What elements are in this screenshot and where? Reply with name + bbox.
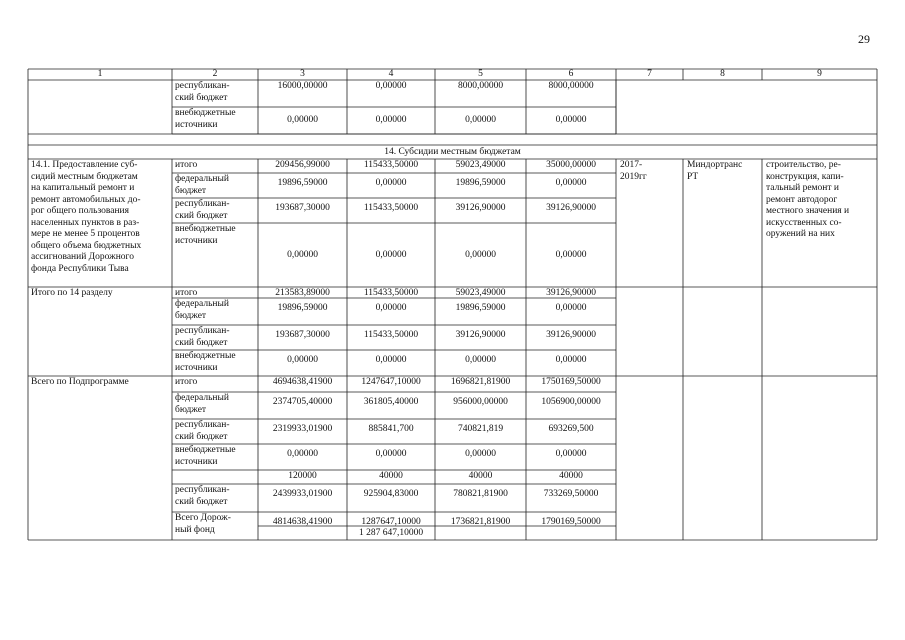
item-row-label: федеральный бюджет	[175, 174, 229, 196]
section-total-row-value: 39126,90000	[546, 330, 596, 340]
section-total-row-value: 19896,59000	[455, 303, 506, 313]
header-col-3: 3	[300, 69, 305, 79]
grand-total-row-value: 0,00000	[555, 449, 587, 459]
item-result: строительство, ре- конструкция, капи- тальный ремонт и ремонт автодорог местного значения и искусственных со- оружений на них	[766, 160, 850, 239]
section-total-row-label: федеральный бюджет	[175, 299, 229, 321]
grand-total-row-value: 1696821,81900	[450, 377, 511, 387]
item-row-value: 19896,59000	[455, 178, 506, 188]
grand-total-row-value: 2374705,40000	[272, 397, 333, 407]
grand-total-row-value: 956000,00000	[453, 397, 508, 407]
grand-total-row-value: 1790169,50000	[541, 517, 601, 527]
section-total-row-label: внебюджетные источники	[175, 351, 236, 373]
grand-total-extra-value: 1 287 647,10000	[358, 528, 424, 538]
top-row-label: республикан- ский бюджет	[175, 81, 230, 103]
grand-total-row-label: внебюджетные источники	[175, 445, 236, 467]
header-col-5: 5	[478, 69, 483, 79]
item-row-value: 39126,90000	[546, 203, 596, 213]
top-row-value: 0,00000	[375, 81, 407, 91]
grand-total-row-value: 40000	[379, 471, 403, 481]
section-total-row-value: 59023,49000	[455, 288, 506, 298]
grand-total-row-value: 885841,700	[368, 424, 414, 434]
header-col-7: 7	[647, 69, 652, 79]
item-period: 2017- 2019гг	[620, 160, 647, 182]
grand-total-row-value: 2439933,01900	[272, 489, 333, 499]
section-total-row-value: 0,00000	[287, 355, 318, 365]
section-total-row-value: 115433,50000	[363, 330, 419, 340]
header-col-9: 9	[817, 69, 822, 79]
section-total-row-value: 19896,59000	[277, 303, 328, 313]
item-row-label: внебюджетные источники	[175, 224, 236, 246]
grand-total-row-value: 4814638,41900	[272, 517, 333, 527]
grand-total-row-value: 2319933,01900	[272, 424, 333, 434]
top-row-value: 8000,00000	[457, 81, 504, 91]
item-row-label: итого	[175, 160, 198, 170]
section-title: 14. Субсидии местным бюджетам	[384, 147, 521, 157]
item-row-value: 115433,50000	[363, 160, 419, 170]
item-row-value: 39126,90000	[455, 203, 506, 213]
section-total-row-value: 115433,50000	[363, 288, 419, 298]
item-row-value: 0,00000	[465, 250, 496, 260]
header-col-1: 1	[97, 69, 103, 79]
item-row-value: 193687,30000	[275, 203, 330, 213]
item-row-value: 0,00000	[555, 178, 587, 188]
grand-total-row-value: 1247647,10000	[361, 377, 421, 387]
section-total-row-value: 39126,90000	[546, 288, 596, 298]
top-row-value: 0,00000	[465, 115, 496, 125]
header-col-6: 6	[568, 69, 574, 79]
grand-total-row-value: 780821,81900	[453, 489, 508, 499]
top-row-value: 16000,00000	[277, 81, 328, 91]
grand-total-row-value: 120000	[288, 471, 317, 481]
grand-total-row-label: республикан- ский бюджет	[175, 485, 230, 507]
grand-total-row-value: 1287647,10000	[361, 517, 421, 527]
grand-total-row-label: республикан- ский бюджет	[175, 420, 230, 442]
grand-total-row-value: 0,00000	[375, 449, 407, 459]
item-desc: 14.1. Предоставление суб- сидий местным бюджетам на капитальный ремонт и ремонт автомобильных до- рог общего пользования населенных пунктов в раз- мере не менее 5 процентов общего объема бюджетных ассигнований Дорожного фонда Республики Тыва	[31, 160, 142, 274]
item-row-value: 0,00000	[375, 250, 407, 260]
item-row-value: 35000,00000	[546, 160, 596, 170]
grand-total-row-value: 1736821,81900	[450, 517, 511, 527]
item-row-value: 0,00000	[375, 178, 407, 188]
grand-total-row-value: 733269,50000	[543, 489, 599, 499]
page-number: 29	[858, 32, 870, 46]
grand-total-row-value: 0,00000	[287, 449, 318, 459]
item-row-value: 115433,50000	[363, 203, 419, 213]
grand-total-row-value: 0,00000	[465, 449, 496, 459]
grand-total-row-value: 1750169,50000	[541, 377, 601, 387]
grand-total-row-label: Всего Дорож- ный фонд	[175, 513, 231, 535]
grand-total-row-value: 740821,819	[457, 424, 504, 434]
top-row-value: 8000,00000	[548, 81, 594, 91]
section-total-row-label: итого	[175, 288, 198, 298]
section-total-row-value: 193687,30000	[275, 330, 330, 340]
header-col-8: 8	[720, 69, 725, 79]
item-row-value: 59023,49000	[455, 160, 506, 170]
grand-total-row-value: 4694638,41900	[272, 377, 333, 387]
item-row-value: 0,00000	[555, 250, 587, 260]
section-total-row-value: 213583,89000	[275, 288, 330, 298]
header-col-4: 4	[388, 69, 394, 79]
top-row-value: 0,00000	[555, 115, 587, 125]
top-row-value: 0,00000	[375, 115, 407, 125]
item-row-label: республикан- ский бюджет	[175, 199, 230, 221]
item-executor: Миндортранс РТ	[687, 160, 743, 182]
grand-total-row-value: 40000	[559, 471, 583, 481]
grand-total-row-label: федеральный бюджет	[175, 393, 229, 415]
section-total-row-label: республикан- ский бюджет	[175, 326, 230, 348]
section-total-row-value: 39126,90000	[455, 330, 506, 340]
top-row-value: 0,00000	[287, 115, 318, 125]
grand-total-row-value: 1056900,00000	[541, 397, 601, 407]
section-total-row-value: 0,00000	[465, 355, 496, 365]
item-row-value: 19896,59000	[277, 178, 328, 188]
section-total-desc: Итого по 14 разделу	[31, 288, 113, 298]
header-col-2: 2	[212, 69, 218, 79]
grand-total-row-value: 693269,500	[548, 424, 594, 434]
grand-total-row-value: 40000	[468, 471, 493, 481]
section-total-row-value: 0,00000	[375, 303, 407, 313]
grand-total-desc: Всего по Подпрограмме	[31, 377, 129, 387]
grand-total-row-label: итого	[175, 377, 198, 387]
section-total-row-value: 0,00000	[555, 355, 587, 365]
item-row-value: 0,00000	[287, 250, 318, 260]
item-row-value: 209456,99000	[275, 160, 330, 170]
section-total-row-value: 0,00000	[555, 303, 587, 313]
top-row-label: внебюджетные источники	[175, 108, 236, 130]
section-total-row-value: 0,00000	[375, 355, 407, 365]
grand-total-row-value: 361805,40000	[363, 397, 419, 407]
grand-total-row-value: 925904,83000	[363, 489, 419, 499]
